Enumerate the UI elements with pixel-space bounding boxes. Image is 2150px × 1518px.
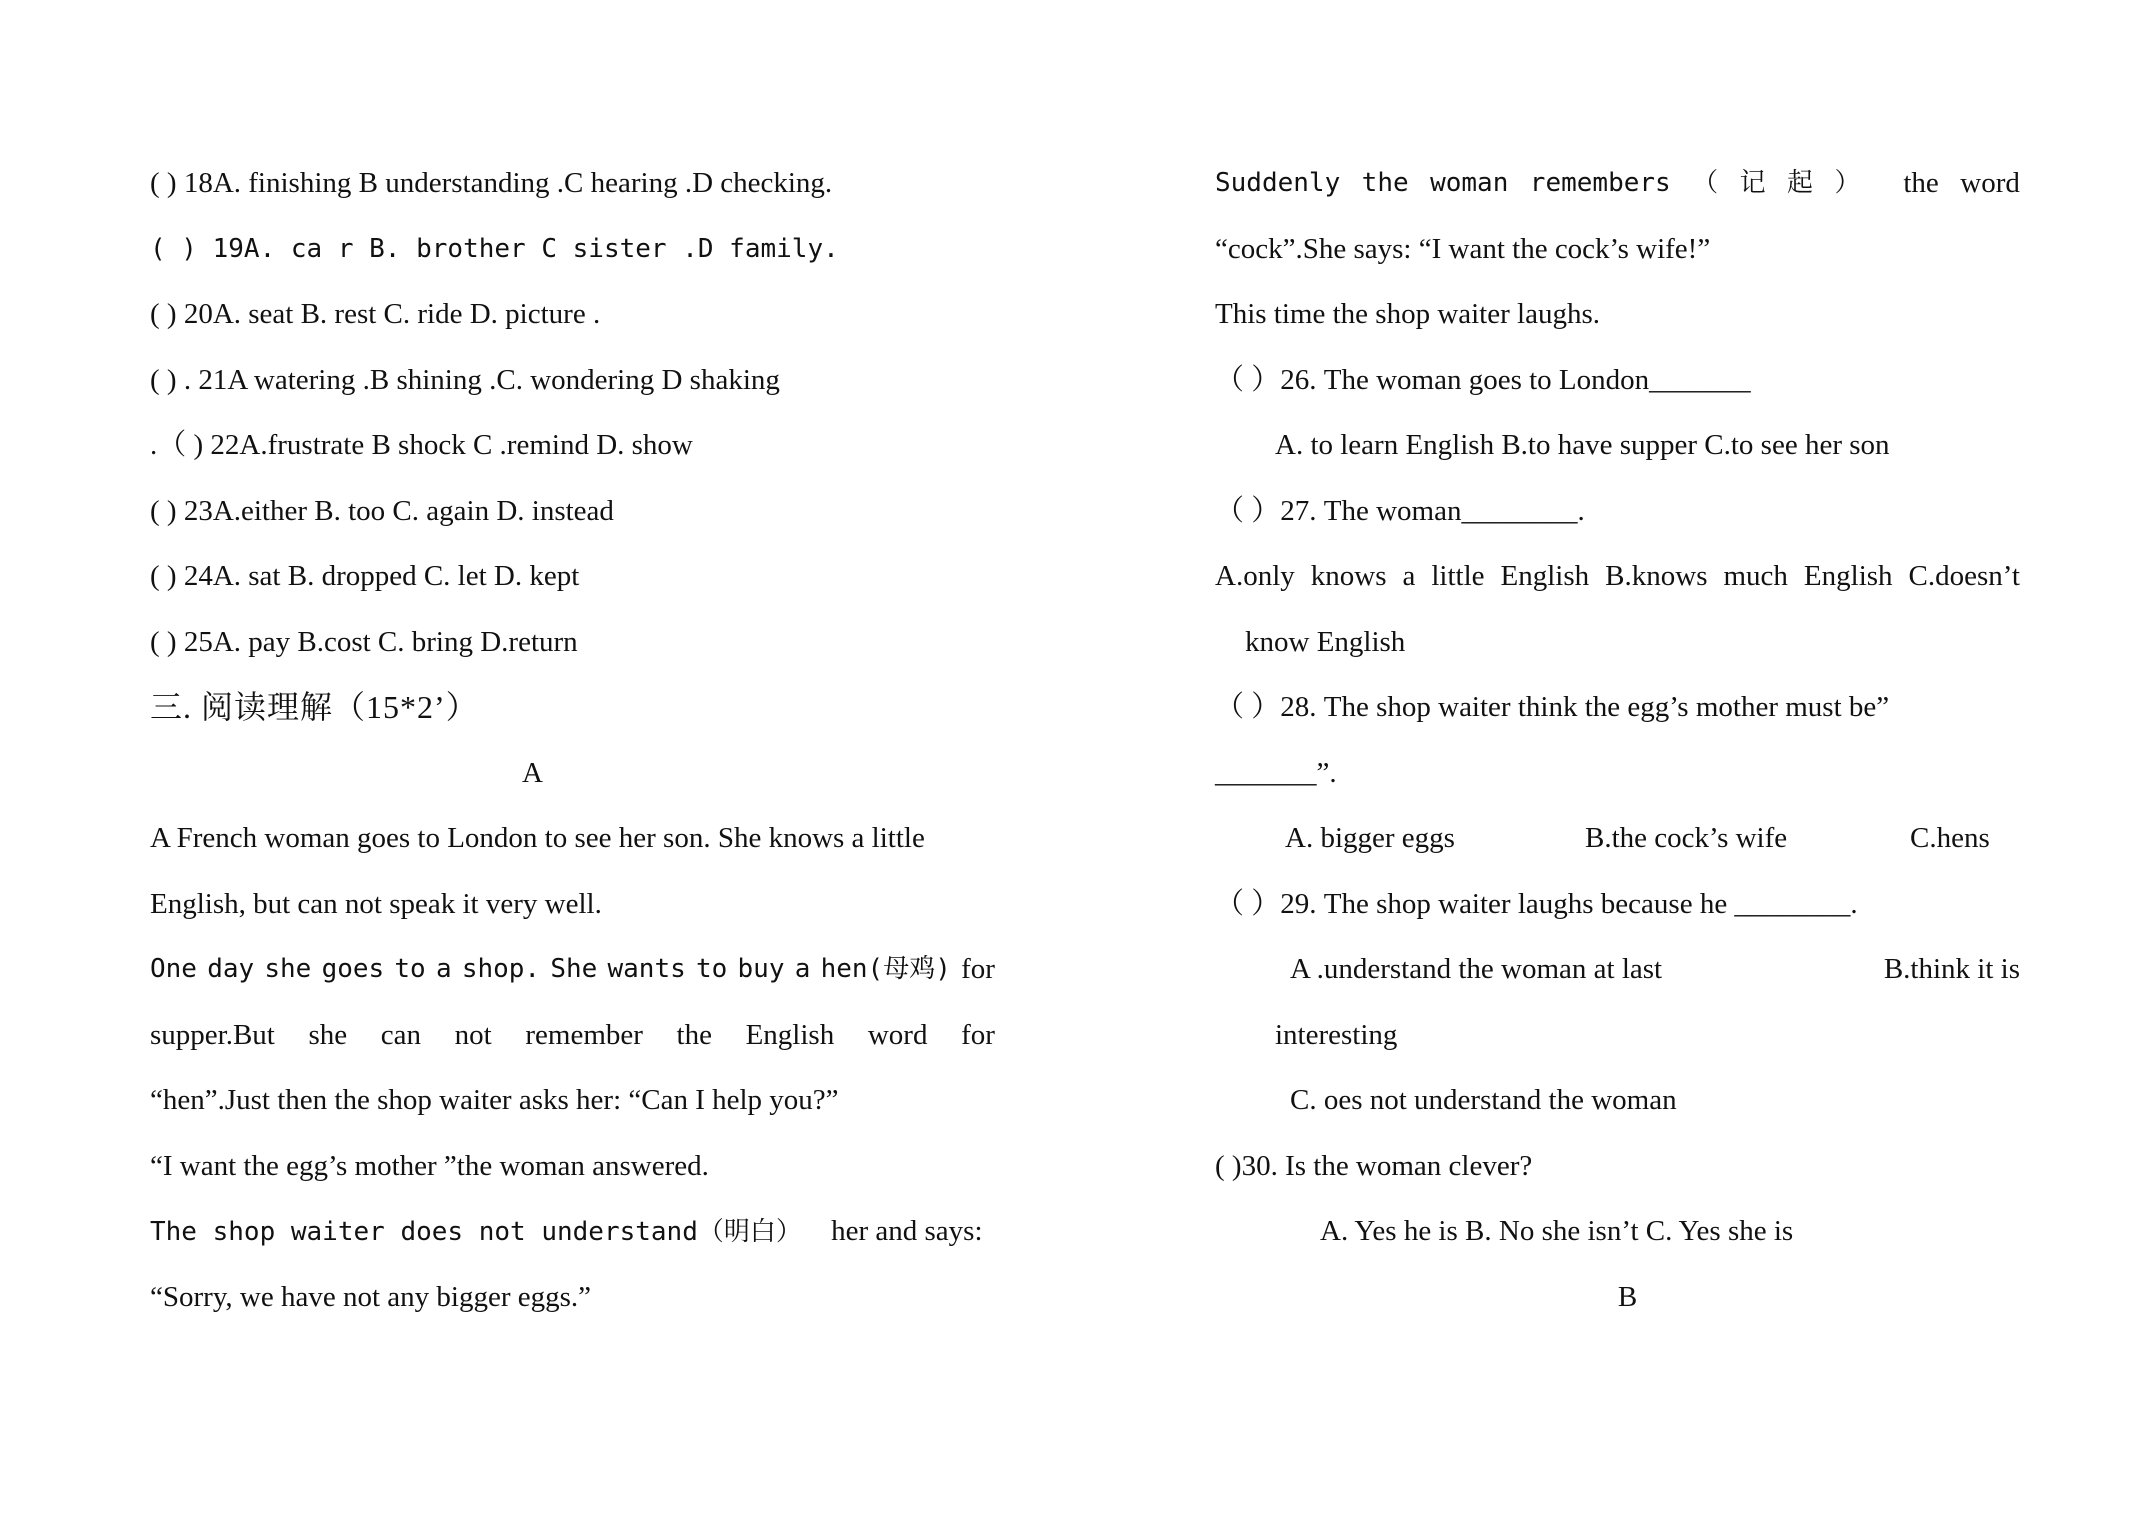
- word: （: [1692, 168, 1719, 198]
- word: shop.: [461, 954, 541, 984]
- question-28-cont: _______”.: [1215, 756, 1337, 789]
- passage-line-1: A French woman goes to London to see her son. She knows a little: [150, 822, 925, 854]
- right-column: [1215, 160, 2020, 1339]
- word: hen(母鸡): [820, 954, 951, 984]
- word: little: [1431, 560, 1485, 592]
- question-29: （ ）29. The shop waiter laughs because he ________.: [1215, 887, 1858, 920]
- word: much: [1723, 560, 1788, 592]
- passage-line-2: English, but can not speak it very well.: [150, 887, 602, 920]
- passage-line-7: [150, 1208, 995, 1274]
- passage-a-label: A: [522, 756, 543, 789]
- option-b: B.think it is: [1883, 953, 2020, 985]
- word: for: [961, 1018, 995, 1051]
- question-19: ( ) 19A. ca r B. brother C sister .D family.: [150, 233, 839, 264]
- word: word: [1960, 167, 2020, 199]
- word: supper.But: [150, 1018, 275, 1051]
- passage-line-4: [150, 1012, 995, 1078]
- passage-line-8: “Sorry, we have not any bigger eggs.”: [150, 1280, 592, 1313]
- question-25: ( ) 25A. pay B.cost C. bring D.return: [150, 625, 578, 658]
- question-30: ( )30. Is the woman clever?: [1215, 1149, 1533, 1182]
- word: One: [150, 954, 197, 984]
- passage-line-7-start: The shop waiter does not understand（明白）: [150, 1217, 802, 1247]
- option-b: B.the cock’s wife: [1585, 822, 1788, 854]
- passage-line-6: “I want the egg’s mother ”the woman answered.: [150, 1149, 709, 1182]
- word: English: [1803, 560, 1893, 592]
- question-21: ( ) . 21A watering .B shining .C. wondering D shaking: [150, 363, 780, 396]
- word: wants: [607, 954, 686, 984]
- word: day: [207, 954, 255, 984]
- word: She: [550, 954, 598, 984]
- word: 记: [1739, 168, 1766, 198]
- word: C.doesn’t: [1908, 560, 2020, 592]
- word: knows: [1310, 560, 1387, 592]
- word: English: [745, 1018, 835, 1051]
- question-26: （ ）26. The woman goes to London_______: [1215, 363, 1751, 396]
- question-22: .（ ) 22A.frustrate B shock C .remind D. show: [150, 429, 693, 461]
- question-28-options: [1215, 815, 2020, 881]
- question-26-options: A. to learn English B.to have supper C.to see her son: [1275, 429, 1890, 461]
- word: English: [1500, 560, 1590, 592]
- question-27-options-cont: know English: [1245, 625, 1406, 658]
- section-title: 三. 阅读理解（15*2’）: [150, 689, 479, 725]
- word: remember: [525, 1018, 643, 1051]
- question-23: ( ) 23A.either B. too C. again D. instead: [150, 494, 614, 527]
- word: she: [308, 1018, 348, 1051]
- word: for: [961, 953, 995, 985]
- question-29-options: [1215, 946, 2020, 1012]
- word: goes: [321, 954, 385, 984]
- word: woman: [1430, 168, 1509, 198]
- question-28: （ ）28. The shop waiter think the egg’s mother must be”: [1215, 691, 1890, 723]
- word: to: [394, 954, 426, 984]
- word: buy: [737, 954, 785, 984]
- option-a: A .understand the woman at last: [1290, 953, 1663, 985]
- word: not: [454, 1018, 492, 1051]
- passage-line-3: [150, 946, 995, 1012]
- word: Suddenly: [1215, 168, 1341, 198]
- passage-line-7-end: her and says:: [831, 1215, 983, 1247]
- passage-line-10: “cock”.She says: “I want the cock’s wife!”: [1215, 232, 1711, 265]
- word: she: [264, 954, 312, 984]
- word: the: [1361, 168, 1409, 198]
- word: a: [1402, 560, 1416, 592]
- word: word: [867, 1018, 928, 1051]
- option-c: C.hens: [1910, 822, 1990, 854]
- word: A.only: [1215, 560, 1295, 592]
- question-20: ( ) 20A. seat B. rest C. ride D. picture .: [150, 298, 601, 330]
- option-a: A. bigger eggs: [1285, 822, 1455, 854]
- passage-b-label: B: [1617, 1280, 1638, 1313]
- passage-line-9: [1215, 160, 2020, 226]
- word: the: [1903, 167, 1939, 199]
- question-27: （ ）27. The woman________.: [1215, 494, 1585, 527]
- word: B.knows: [1605, 560, 1708, 592]
- passage-line-5: “hen”.Just then the shop waiter asks her: “Can I help you?”: [150, 1084, 839, 1116]
- word: a: [435, 954, 452, 984]
- question-18: ( ) 18A. finishing B understanding .C hearing .D checking.: [150, 167, 833, 199]
- word: a: [794, 954, 811, 984]
- question-24: ( ) 24A. sat B. dropped C. let D. kept: [150, 560, 580, 592]
- passage-line-11: This time the shop waiter laughs.: [1215, 298, 1600, 330]
- word: to: [696, 954, 728, 984]
- question-30-options: A. Yes he is B. No she isn’t C. Yes she is: [1320, 1215, 1794, 1247]
- question-29-options-cont: interesting: [1275, 1018, 1398, 1051]
- left-column: [150, 160, 995, 1339]
- word: 起: [1787, 168, 1814, 198]
- question-29-option-c: C. oes not understand the woman: [1290, 1084, 1677, 1116]
- word: remembers: [1529, 168, 1671, 198]
- question-27-options: [1215, 553, 2020, 619]
- word: ）: [1834, 168, 1861, 198]
- word: the: [676, 1018, 712, 1051]
- word: can: [380, 1018, 422, 1051]
